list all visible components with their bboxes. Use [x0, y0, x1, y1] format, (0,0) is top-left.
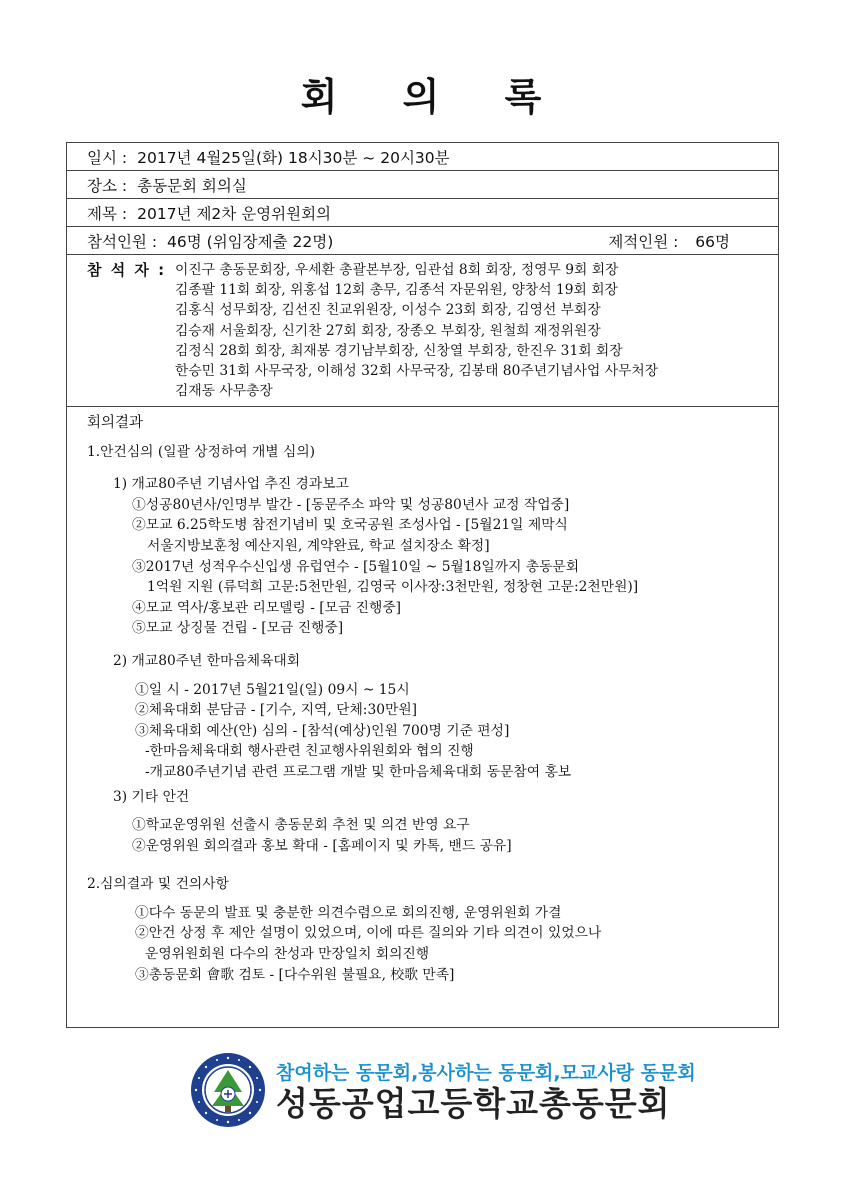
sub1-item: ③2017년 성적우수신입생 유럽연수 - [5월10일 ~ 5월18일까지 총동문회: [132, 558, 580, 575]
attendees-line: 한승민 31회 사무국장, 이해성 32회 사무국장, 김봉태 80주년기념사업 사무처장: [175, 363, 659, 380]
attendees-section: [67, 255, 778, 407]
subject-row: [67, 199, 778, 227]
sub3-item: ②운영위원 회의결과 홍보 확대 - [홈페이지 및 카톡, 밴드 공유]: [132, 837, 512, 854]
sub3-title: 3) 기타 안건: [113, 788, 190, 805]
attendees-line: 이진구 총동문회장, 우세환 총괄본부장, 임관섭 8회 회장, 정영무 9회 회장: [175, 262, 619, 278]
place-row: [67, 171, 778, 199]
datetime-row: [67, 143, 778, 171]
subject-value: 2017년 제2차 운영위원회의: [137, 204, 332, 223]
attendees-list: [175, 260, 658, 406]
attendance-value: 46명 (위임장제출 22명): [167, 232, 334, 251]
datetime-value: 2017년 4월25일(화) 18시30분 ~ 20시30분: [137, 148, 450, 167]
place-label: 장소 :: [87, 176, 128, 195]
attendance-row: [67, 227, 778, 255]
results-section: [67, 407, 778, 985]
sub1-item: ①성공80년사/인명부 발간 - [동문주소 파악 및 성공80년사 교정 작업중]: [132, 496, 570, 513]
results-heading: 회의결과: [87, 415, 144, 431]
school-alumni-emblem-icon: [190, 1052, 266, 1128]
section2-item: ①다수 동문의 발표 및 충분한 의견수렴으로 회의진행, 운영위원회 가결: [135, 904, 562, 921]
footer-banner: [190, 1052, 710, 1128]
sub2-item-note: -한마음체육대회 행사관련 친교행사위원회와 협의 진행: [145, 743, 474, 760]
sub1-item: ②모교 6.25학도병 참전기념비 및 호국공원 조성사업 - [5월21일 제막식: [132, 517, 568, 534]
attendees-line: 김홍식 성무회장, 김선진 친교위원장, 이성수 23회 회장, 김영선 부회장: [175, 302, 601, 319]
section2-title: 2.심의결과 및 건의사항: [87, 876, 229, 893]
footer-text: [276, 1058, 696, 1123]
datetime-label: 일시 :: [87, 148, 128, 167]
quorum-group: [608, 230, 778, 252]
section2-item: ②안건 상정 후 제안 설명이 있었으며, 이에 따른 질의와 기타 의견이 있었으나: [135, 925, 602, 942]
attendees-line: 김정식 28회 회장, 최재봉 경기남부회장, 신창열 부회장, 한진우 31회 회장: [175, 342, 623, 359]
sub2-item: ③체육대회 예산(안) 심의 - [참석(예상)인원 700명 기준 편성]: [135, 722, 510, 739]
page-title: 회 의 록: [300, 75, 568, 119]
sub2-item: ①일 시 - 2017년 5월21일(일) 09시 ~ 15시: [135, 681, 410, 698]
sub1-title: 1) 개교80주년 기념사업 추진 경과보고: [113, 476, 349, 493]
attendees-label: 참 석 자 :: [87, 261, 167, 279]
sub1-item-cont: 1억원 지원 (류덕희 고문:5천만원, 김영국 이사장:3천만원, 정창현 고문:2천만원)]: [147, 579, 639, 596]
sub2-title: 2) 개교80주년 한마음체육대회: [113, 652, 301, 669]
section2-item: ③총동문회 會歌 검토 - [다수위원 불필요, 校歌 만족]: [135, 966, 455, 983]
sub2-item-note: -개교80주년기념 관련 프로그램 개발 및 한마음체육대회 동문참여 홍보: [145, 763, 572, 780]
minutes-frame: [66, 142, 779, 1028]
section1-title: 1.안건심의 (일괄 상정하여 개별 심의): [87, 443, 316, 460]
attendance-label: 참석인원 :: [87, 232, 158, 251]
quorum-label: 제적인원 :: [608, 232, 679, 251]
place-value: 총동문회 회의실: [137, 176, 247, 195]
sub3-item: ①학교운영위원 선출시 총동문회 추천 및 의견 반영 요구: [132, 817, 470, 834]
footer-org-name: 성동공업고등학교총동문회: [276, 1083, 671, 1123]
attendees-line: 김승재 서울회장, 신기찬 27회 회장, 장종오 부회장, 원철희 재정위원장: [175, 322, 601, 339]
attendees-line: 김종팔 11회 회장, 위홍섭 12회 총무, 김종석 자문위원, 양창석 19회 회장: [175, 282, 618, 299]
sub2-item: ②체육대회 분담금 - [기수, 지역, 단체:30만원]: [135, 702, 418, 719]
quorum-value: 66명: [695, 232, 730, 251]
sub1-item: ⑤모교 상징물 건립 - [모금 진행중]: [132, 620, 344, 637]
subject-label: 제목 :: [87, 204, 128, 223]
sub1-item-cont: 서울지방보훈청 예산지원, 계약완료, 학교 설치장소 확정]: [147, 537, 490, 554]
footer-slogan: 참여하는 동문회,봉사하는 동문회,모교사랑 동문회: [276, 1061, 696, 1084]
attendees-line: 김재동 사무총장: [175, 383, 273, 400]
sub1-item: ④모교 역사/홍보관 리모델링 - [모금 진행중]: [132, 599, 402, 616]
section2-item-cont: 운영위원회원 다수의 찬성과 만장일치 회의진행: [145, 946, 430, 963]
